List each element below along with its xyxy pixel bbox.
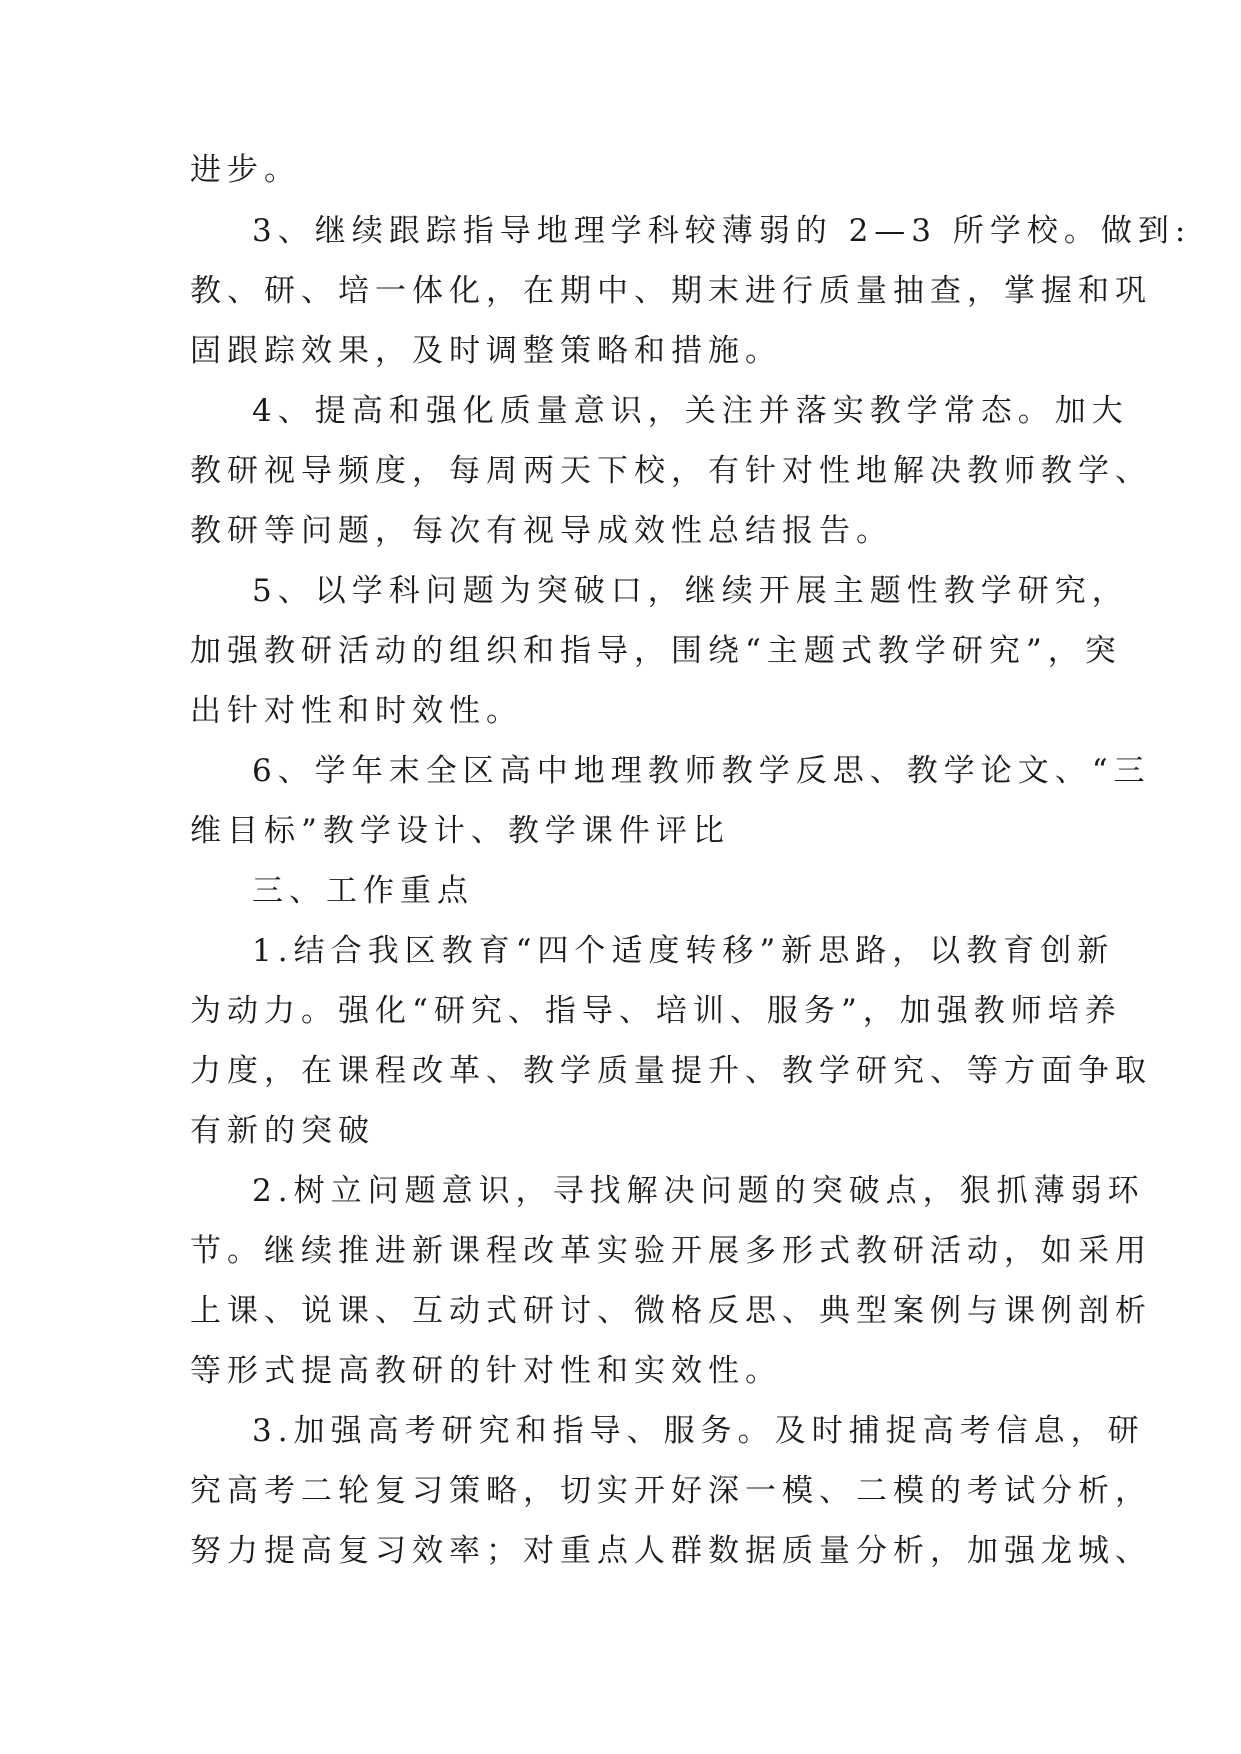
text-line: 维目标”教学设计、教学课件评比 [190,813,730,849]
text-line: 努力提高复习效率；对重点人群数据质量分析，加强龙城、 [190,1533,1152,1569]
text-line: 节。继续推进新课程改革实验开展多形式教研活动，如采用 [190,1233,1152,1269]
text-line: 等形式提高教研的针对性和实效性。 [190,1353,782,1389]
text-line: 究高考二轮复习策略，切实开好深一模、二模的考试分析， [190,1473,1152,1509]
text-line: 6、学年末全区高中地理教师教学反思、教学论文、“三 [252,753,1151,789]
text-line: 有新的突破 [190,1113,375,1149]
text-line: 教研等问题，每次有视导成效性总结报告。 [190,513,893,549]
section-heading: 三、工作重点 [252,873,474,909]
text-line: 固跟踪效果，及时调整策略和措施。 [190,333,782,369]
text-line: 2.树立问题意识，寻找解决问题的突破点，狠抓薄弱环 [252,1173,1145,1209]
text-line: 教研视导频度，每周两天下校，有针对性地解决教师教学、 [190,453,1152,489]
text-line: 为动力。强化“研究、指导、培训、服务”，加强教师培养 [190,993,1122,1029]
text-line: 上课、说课、互动式研讨、微格反思、典型案例与课例剖析 [190,1293,1152,1329]
text-line: 4、提高和强化质量意识，关注并落实教学常态。加大 [252,393,1129,429]
text-line: 力度，在课程改革、教学质量提升、教学研究、等方面争取 [190,1053,1152,1089]
text-line: 5、以学科问题为突破口，继续开展主题性教学研究， [252,573,1129,609]
text-line: 3.加强高考研究和指导、服务。及时捕捉高考信息，研 [252,1413,1145,1449]
text-line: 进步。 [190,152,301,188]
text-line: 加强教研活动的组织和指导，围绕“主题式教学研究”，突 [190,633,1122,669]
text-line: 3、继续跟踪指导地理学科较薄弱的 2—3 所学校。做到: [252,213,1192,249]
text-line: 出针对性和时效性。 [190,693,523,729]
text-line: 教、研、培一体化，在期中、期末进行质量抽查，掌握和巩 [190,273,1152,309]
text-line: 1.结合我区教育“四个适度转移”新思路，以教育创新 [252,933,1115,969]
